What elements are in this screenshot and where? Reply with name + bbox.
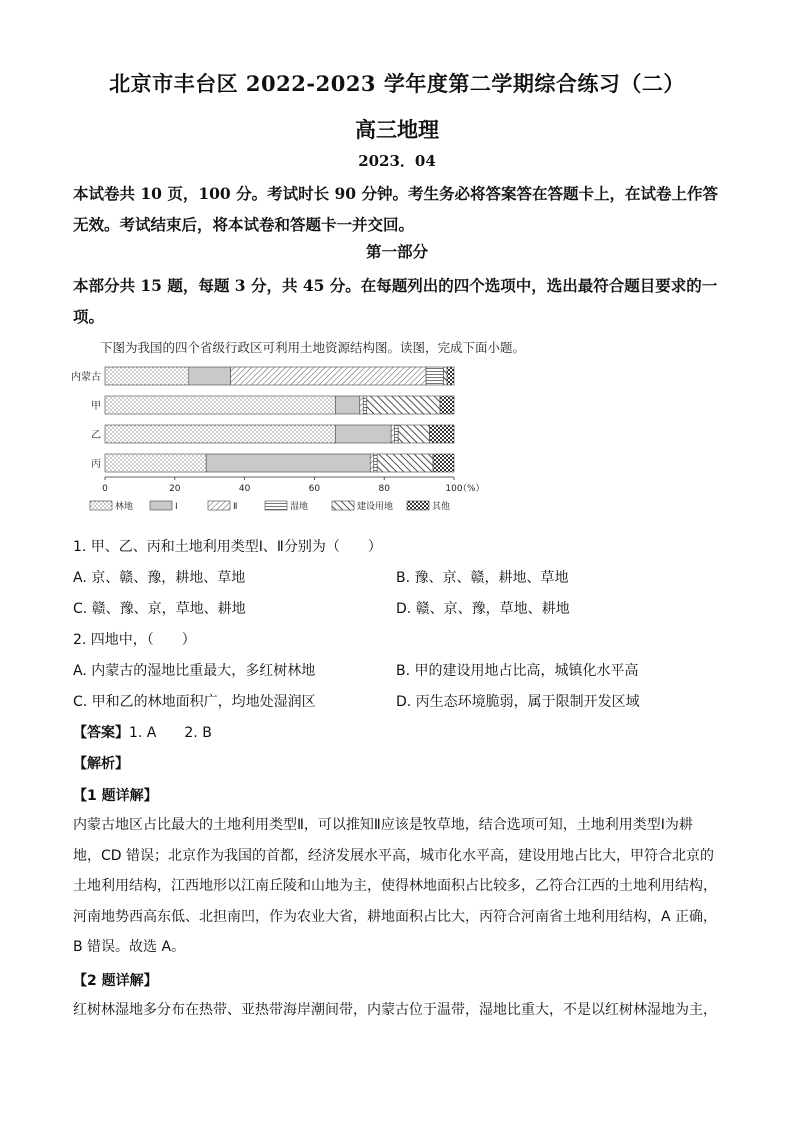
category-label: 甲	[91, 401, 101, 412]
bar-segment	[360, 396, 363, 414]
question-1-stem: 1. 甲、乙、丙和土地利用类型Ⅰ、Ⅱ分别为（ ）	[73, 539, 382, 555]
detail-line: 河南地势西高东低、北担南凹，作为农业大省，耕地面积占比大，丙符合河南省土地利用结构，A 正确，	[73, 908, 718, 925]
bar-segment	[370, 454, 373, 472]
detail-2-body	[73, 995, 723, 1026]
bar-segment	[430, 425, 454, 443]
x-tick-label: 80	[378, 484, 390, 494]
instructions-line: 本试卷共 10 页，100 分。考试时长 90 分钟。考生务必将答案答在答题卡上，在试卷上作答	[73, 184, 718, 203]
category-label: 乙	[91, 430, 101, 441]
legend-swatch	[208, 501, 230, 510]
category-label: 内蒙古	[71, 372, 101, 383]
bar-segment	[395, 425, 398, 443]
bar-segment	[105, 367, 189, 385]
detail-1-label: 【1 题详解】	[73, 788, 158, 804]
bar-segment	[367, 396, 440, 414]
legend-swatch	[90, 501, 112, 510]
detail-line: 内蒙古地区占比最大的土地利用类型Ⅱ，可以推知Ⅱ应该是牧草地，结合选项可知，土地利用类型Ⅰ为耕	[73, 817, 693, 833]
detail-1-body	[73, 810, 723, 963]
figure-caption: 下图为我国的四个省级行政区可利用土地资源结构图。读图，完成下面小题。	[100, 340, 526, 355]
bar-segment	[231, 367, 426, 385]
legend-label: Ⅱ	[233, 502, 238, 512]
legend-swatch	[150, 501, 172, 510]
x-tick-label: 40	[238, 484, 251, 494]
question-1-option-b: B. 豫、京、赣，耕地、草地	[396, 570, 569, 586]
instructions-line: 无效。考试结束后，将本试卷和答题卡一并交回。	[73, 215, 415, 234]
legend-label: 建设用地	[357, 502, 394, 512]
question-1-option-c: C. 赣、豫、京，草地、耕地	[73, 601, 246, 617]
bar-segment	[335, 425, 391, 443]
bar-segment	[105, 396, 335, 414]
detail-line: 土地利用结构，江西地形以江南丘陵和山地为主，使得林地面积占比较多，乙符合江西的土地利用结构，	[73, 878, 717, 894]
bar-segment	[189, 367, 231, 385]
question-2-option-d: D. 丙生态环境脆弱，属于限制开发区域	[396, 694, 640, 710]
exam-date: 2023．04	[358, 152, 436, 170]
bar-segment	[426, 367, 443, 385]
part-description	[73, 270, 723, 332]
x-axis-unit: （%）	[458, 484, 485, 494]
part-description-line: 项。	[73, 307, 105, 326]
bar-segment	[335, 396, 359, 414]
legend-label: 林地	[115, 502, 134, 512]
question-1-option-a: A. 京、赣、豫，耕地、草地	[73, 570, 246, 586]
detail-line: B 错误。故选 A。	[73, 939, 186, 955]
x-tick-label: 60	[308, 484, 321, 494]
bar-segment	[440, 396, 454, 414]
legend-swatch	[407, 501, 429, 510]
bar-segment	[206, 454, 370, 472]
legend-swatch	[265, 501, 287, 510]
detail-2-label: 【2 题详解】	[73, 973, 158, 989]
legend-label: 其他	[432, 502, 451, 512]
bar-segment	[433, 454, 454, 472]
answer-line	[73, 722, 212, 742]
analysis-label: 【解析】	[73, 756, 129, 772]
question-2-option-a: A. 内蒙古的湿地比重最大，多红树林地	[73, 663, 316, 679]
bar-segment	[444, 367, 447, 385]
bar-segment	[447, 367, 454, 385]
bar-segment	[105, 425, 335, 443]
question-2-option-b: B. 甲的建设用地占比高，城镇化水平高	[396, 663, 639, 679]
bar-segment	[374, 454, 377, 472]
detail-line: 红树林湿地多分布在热带、亚热带海岸潮间带，内蒙古位于温带，湿地比重大，不是以红树林湿地为主，	[73, 1002, 717, 1018]
answer-text: 1. A 2. B	[129, 725, 212, 741]
x-tick-label: 100	[445, 484, 463, 494]
part-description-line: 本部分共 15 题，每题 3 分，共 45 分。在每题列出的四个选项中，选出最符合题目要求的一	[73, 276, 718, 295]
question-1-option-d: D. 赣、京、豫，草地、耕地	[396, 601, 570, 617]
bar-segment	[363, 396, 366, 414]
answer-label: 【答案】	[73, 725, 129, 741]
x-tick-label: 0	[102, 484, 108, 494]
legend-swatch	[332, 501, 354, 510]
exam-instructions	[73, 178, 723, 240]
document-title: 北京市丰台区 2022-2023 学年度第二学期综合练习（二）	[109, 71, 685, 96]
x-tick-label: 20	[169, 484, 181, 494]
detail-line: 地，CD 错误；北京作为我国的首都，经济发展水平高，城市化水平高，建设用地占比大，甲符合北京的	[73, 847, 715, 864]
land-structure-chart	[60, 355, 510, 530]
bar-segment	[391, 425, 394, 443]
legend-label: 湿地	[290, 502, 309, 512]
bar-segment	[377, 454, 433, 472]
bar-segment	[398, 425, 429, 443]
question-2-option-c: C. 甲和乙的林地面积广，均地处湿润区	[73, 694, 316, 710]
section-title: 第一部分	[365, 242, 428, 261]
bar-segment	[105, 454, 206, 472]
category-label: 丙	[91, 459, 101, 470]
document-subtitle: 高三地理	[355, 117, 439, 142]
legend-label: Ⅰ	[175, 502, 178, 512]
question-2-stem: 2. 四地中，（ ）	[73, 632, 196, 648]
